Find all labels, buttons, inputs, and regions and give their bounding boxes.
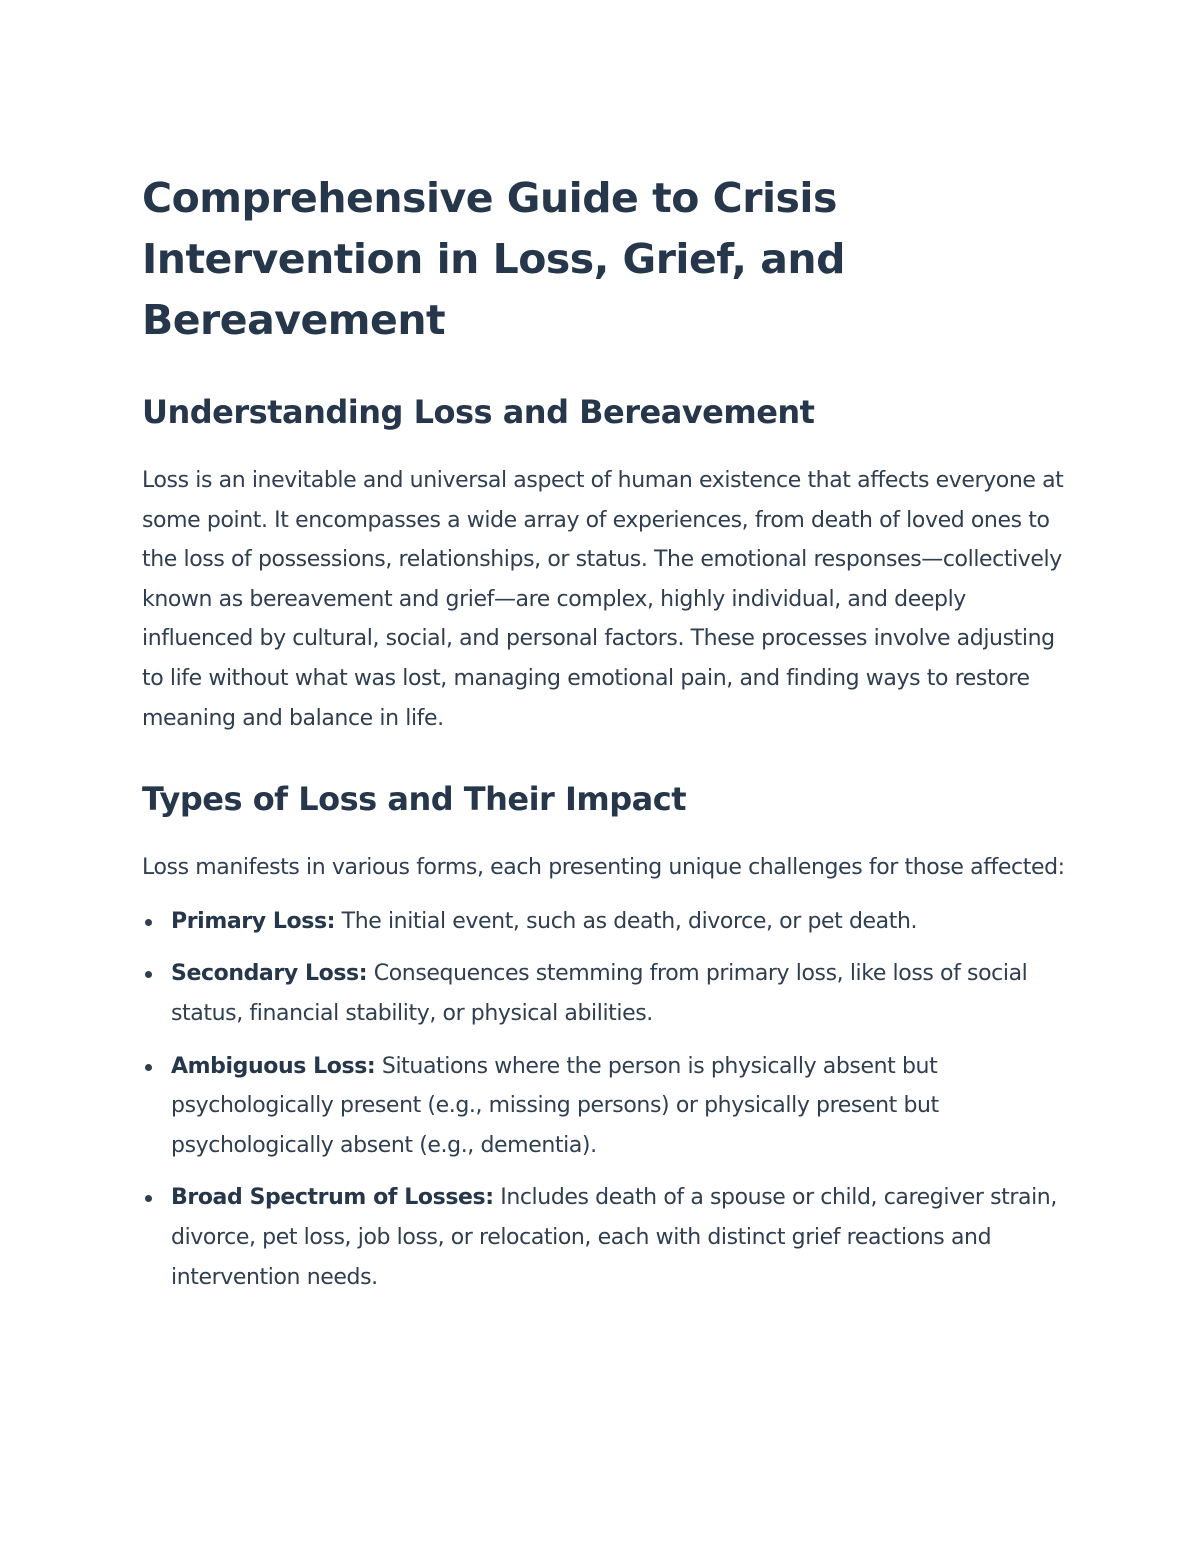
list-item — [142, 954, 1067, 1033]
document-title: Comprehensive Guide to Crisis Intervention in Loss, Grief, and Bereavement — [142, 174, 845, 344]
list-item-text: Consequences stemming from primary loss, like loss of social status, financial stability, or physical abilities. — [171, 961, 1028, 1026]
list-item-text: The initial event, such as death, divorce, or pet death. — [335, 908, 918, 934]
bullet-icon — [145, 1195, 152, 1202]
section-heading-types-of-loss: Types of Loss and Their Impact — [142, 780, 686, 819]
list-item — [142, 1178, 1067, 1297]
list-item-term: Primary Loss: — [171, 908, 336, 934]
list-item-term: Secondary Loss: — [171, 961, 368, 987]
list-item-text: Situations where the person is physically absent but psychologically present (e.g., missing persons) or physically present but psychologically absent (e.g., dementia). — [171, 1053, 939, 1158]
section-paragraph-understanding-loss: Loss is an inevitable and universal aspect of human existence that affects everyone at some point. It encompasses a wide array of experiences, from death of loved ones to the loss of possessions, relationships, or status. The emotional responses—collectively known as bereavement and grief—are complex, highly individual, and deeply influenced by cultural, social, and personal factors. These processes involve adjusting to life without what was lost, managing emotional pain, and finding ways to restore meaning and balance in life. — [142, 468, 1064, 731]
loss-types-list — [142, 902, 1067, 1297]
section-heading-understanding-loss: Understanding Loss and Bereavement — [142, 393, 815, 431]
list-item — [142, 1047, 1067, 1166]
list-item — [142, 902, 1067, 942]
bullet-icon — [145, 919, 152, 926]
list-item-text: Includes death of a spouse or child, caregiver strain, divorce, pet loss, job loss, or relocation, each with distinct grief reactions and intervention needs. — [171, 1185, 1057, 1290]
bullet-icon — [145, 971, 152, 978]
section-intro-types-of-loss: Loss manifests in various forms, each presenting unique challenges for those affected: — [142, 855, 1065, 881]
list-item-term: Ambiguous Loss: — [171, 1053, 376, 1079]
list-item-term: Broad Spectrum of Losses: — [171, 1185, 494, 1211]
bullet-icon — [145, 1064, 152, 1071]
document-page — [142, 168, 1067, 1310]
